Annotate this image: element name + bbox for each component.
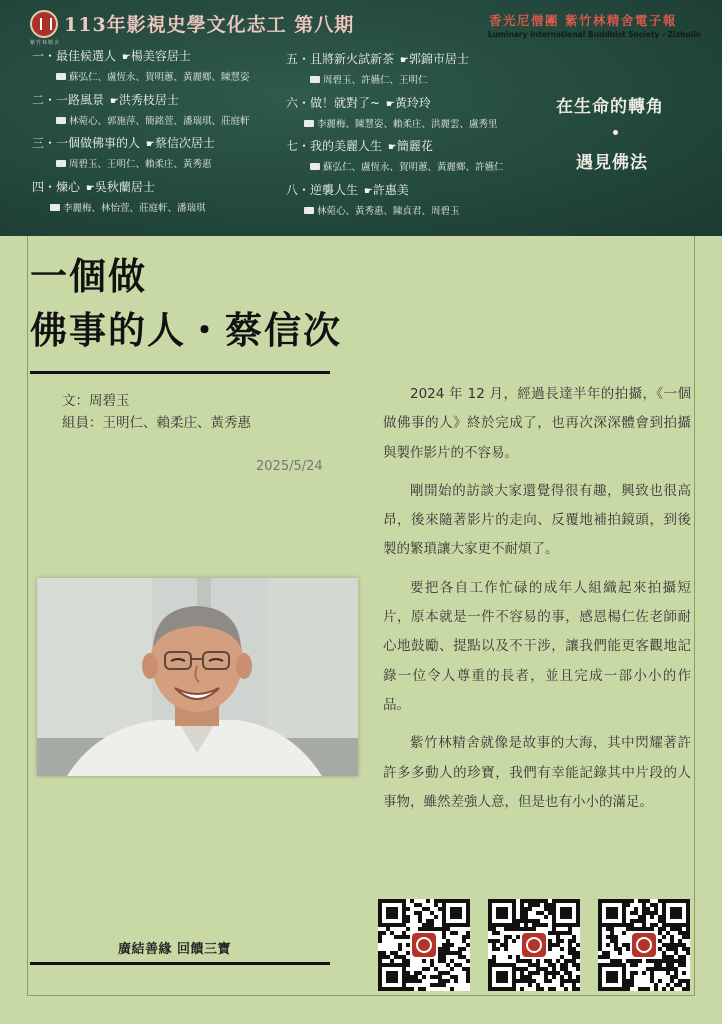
toc-leader: 許惠美 xyxy=(372,183,409,197)
pointing-hand-icon: ☛ xyxy=(363,186,373,197)
series-title: 113年影視史學文化志工 第八期 xyxy=(64,14,355,36)
portrait-photo xyxy=(37,578,358,776)
toc-item-3[interactable] xyxy=(32,134,215,151)
society-name-en: Luminary International Buddhist Society - Zizhulin xyxy=(488,30,702,39)
qr-code-3[interactable] xyxy=(598,899,690,991)
motto-line-1: 在生命的轉角 xyxy=(556,97,664,117)
toc-item-1[interactable] xyxy=(32,47,191,64)
toc-members-4: 李麗梅、林怡萱、莊庭軒、潘瑞琪 xyxy=(50,200,206,214)
qr-code-2[interactable] xyxy=(488,899,580,991)
toc-item-6[interactable] xyxy=(286,94,431,111)
article-paragraph-1: 2024 年 12 月，經過長達半年的拍攝，《一個做佛事的人》終於完成了，也再次深深體會到拍攝與製作影片的不容易。 xyxy=(383,386,691,461)
toc-item-4[interactable] xyxy=(32,178,155,195)
toc-members-6: 李麗梅、陳慧姿、賴柔庄、洪麗雲、盧秀里 xyxy=(304,116,498,130)
book-icon xyxy=(310,163,320,170)
pointing-hand-icon: ☛ xyxy=(387,142,397,153)
toc-members-3: 周碧玉、王明仁、賴柔庄、黃秀惠 xyxy=(56,156,212,170)
chalkboard-header xyxy=(0,0,722,236)
toc-members-8: 林菀心、黃秀惠、陳貞君、周碧玉 xyxy=(304,203,460,217)
footer-slogan: 廣結善緣 回饋三寶 xyxy=(118,942,232,957)
toc-item-8[interactable] xyxy=(286,181,409,198)
book-icon xyxy=(56,160,66,167)
toc-title: 四・煉心 xyxy=(32,180,81,194)
toc-title: 七・我的美麗人生 xyxy=(286,139,383,153)
portrait-illustration xyxy=(37,578,358,776)
toc-members-2: 林菀心、郭施萍、簡銘萱、潘瑞琪、莊庭軒 xyxy=(56,113,250,127)
toc-leader: 蔡信次居士 xyxy=(154,136,215,150)
motto-dot xyxy=(613,130,618,135)
toc-leader: 郭錦市居士 xyxy=(408,52,469,66)
toc-leader: 簡麗花 xyxy=(396,139,433,153)
book-icon xyxy=(304,207,314,214)
toc-title: 三・一個做佛事的人 xyxy=(32,136,141,150)
footer-rule xyxy=(30,962,330,965)
article-paragraph-4: 紫竹林精舍就像是故事的大海，其中閃耀著許許多多動人的珍寶，我們有幸能記錄其中片段的人事物，雖然差強人意，但是也有小小的滿足。 xyxy=(383,735,691,810)
author-line: 文：周碧玉 xyxy=(62,393,130,409)
toc-item-5[interactable] xyxy=(286,50,469,67)
pointing-hand-icon: ☛ xyxy=(385,99,395,110)
pointing-hand-icon: ☛ xyxy=(399,55,409,66)
toc-title: 八・逆襲人生 xyxy=(286,183,359,197)
headline-rule xyxy=(30,371,330,374)
temple-logo-icon xyxy=(522,933,546,957)
toc-leader: 黃玲玲 xyxy=(394,96,431,110)
qr-code-1[interactable] xyxy=(378,899,470,991)
toc-title: 一・最佳候選人 xyxy=(32,49,117,63)
team-line: 組員：王明仁、賴柔庄、黃秀惠 xyxy=(62,415,251,431)
motto-line-2: 遇見佛法 xyxy=(576,153,648,173)
article-paragraph-2: 剛開始的訪談大家還覺得很有趣，興致也很高昂，後來隨著影片的走向、反覆地補拍鏡頭，到後製的繁瑣讓大家更不耐煩了。 xyxy=(383,482,691,558)
society-name-zh: 香光尼僧團 紫竹林精舍電子報 xyxy=(489,13,677,28)
book-icon xyxy=(56,73,66,80)
toc-title: 二・一路風景 xyxy=(32,93,105,107)
article-date: 2025/5/24 xyxy=(256,459,323,474)
society-logo-icon xyxy=(30,10,58,38)
toc-members-7: 蘇弘仁、盧恆永、賀明蕙、黃麗鄉、許嬿仁 xyxy=(310,159,504,173)
toc-item-7[interactable] xyxy=(286,137,433,154)
toc-members-5: 周碧玉、許嬿仁、王明仁 xyxy=(310,72,428,86)
logo-caption: 紫竹林精舍 xyxy=(30,40,61,46)
toc-members-1: 蘇弘仁、盧恆永、賀明蕙、黃麗鄉、陳慧姿 xyxy=(56,69,250,83)
book-icon xyxy=(310,76,320,83)
book-icon xyxy=(56,117,66,124)
temple-logo-icon xyxy=(632,933,656,957)
headline-line-1: 一個做 xyxy=(30,255,147,298)
toc-title: 五・且將新火試新茶 xyxy=(286,52,395,66)
pointing-hand-icon: ☛ xyxy=(121,52,131,63)
pointing-hand-icon: ☛ xyxy=(145,139,155,150)
toc-leader: 楊美容居士 xyxy=(130,49,191,63)
temple-logo-icon xyxy=(412,933,436,957)
book-icon xyxy=(50,204,60,211)
article-body xyxy=(383,380,691,826)
toc-leader: 吳秋蘭居士 xyxy=(94,180,155,194)
article-paragraph-3: 要把各自工作忙碌的成年人組織起來拍攝短片，原本就是一件不容易的事，感恩楊仁佐老師耐心地鼓勵、提點以及不干涉，讓我們能更客觀地記錄一位令人尊重的長者，並且完成一部小小的作品。 xyxy=(383,579,691,713)
pointing-hand-icon: ☛ xyxy=(85,183,95,194)
toc-item-2[interactable] xyxy=(32,91,179,108)
toc-leader: 洪秀枝居士 xyxy=(118,93,179,107)
headline-line-2: 佛事的人・蔡信次 xyxy=(30,309,342,352)
toc-title: 六・做！就對了~ xyxy=(286,96,381,110)
book-icon xyxy=(304,120,314,127)
pointing-hand-icon: ☛ xyxy=(109,96,119,107)
